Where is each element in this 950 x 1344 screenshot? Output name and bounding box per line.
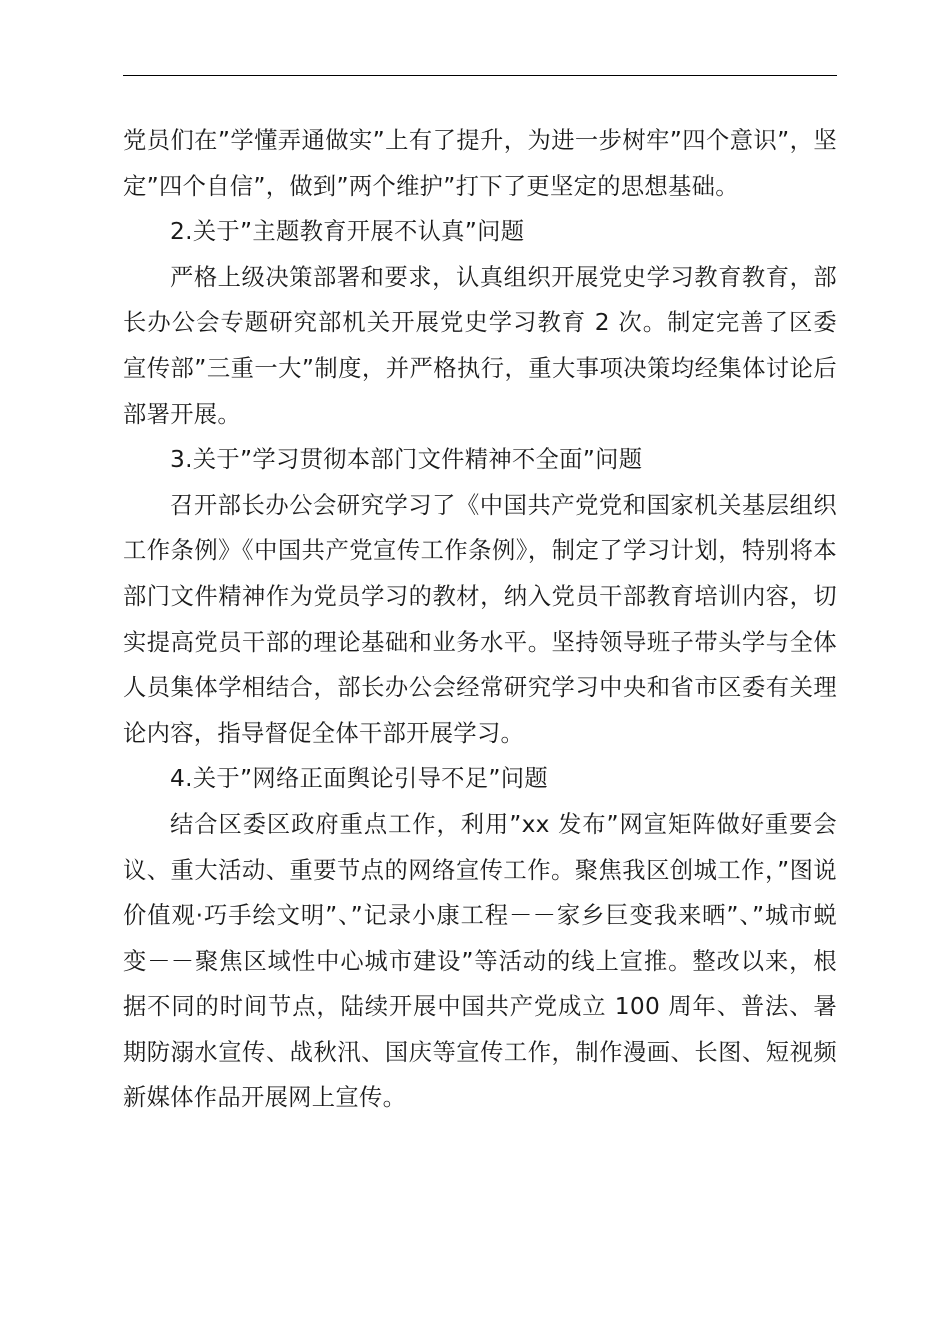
section-heading: 2.关于”主题教育开展不认真”问题	[170, 218, 525, 246]
document-body	[123, 118, 837, 1121]
body-paragraph: 召开部长办公会研究学习了《中国共产党党和国家机关基层组织工作条例》《中国共产党宣传工作条例》，制定了学习计划，特别将本部门文件精神作为党员学习的教材，纳入党员干部教育培训内容，切实提高党员干部的理论基础和业务水平。坚持领导班子带头学与全体人员集体学相结合，部长办公会经常研究学习中央和省市区委有关理论内容，指导督促全体干部开展学习。	[123, 491, 837, 747]
body-paragraph: 党员们在”学懂弄通做实”上有了提升，为进一步树牢”四个意识”，坚定”四个自信”，做到”两个维护”打下了更坚定的思想基础。	[123, 127, 837, 200]
section-heading: 4.关于”网络正面舆论引导不足”问题	[170, 765, 548, 793]
section-heading: 3.关于”学习贯彻本部门文件精神不全面”问题	[170, 446, 643, 474]
body-paragraph: 结合区委区政府重点工作，利用”xx 发布”网宣矩阵做好重要会议、重大活动、重要节点的网络宣传工作。聚焦我区创城工作，”图说价值观·巧手绘文明”、”记录小康工程－－家乡巨变我来晒”、”城市蜕变－－聚焦区域性中心城市建设”等活动的线上宣推。整改以来，根据不同的时间节点，陆续开展中国共产党成立 100 周年、普法、暑期防溺水宣传、战秋汛、国庆等宣传工作，制作漫画、长图、短视频新媒体作品开展网上宣传。	[123, 810, 837, 1112]
body-paragraph: 严格上级决策部署和要求，认真组织开展党史学习教育教育，部长办公会专题研究部机关开展党史学习教育 2 次。制定完善了区委宣传部”三重一大”制度，并严格执行，重大事项决策均经集体讨论后部署开展。	[123, 263, 837, 428]
header-rule	[123, 75, 837, 76]
